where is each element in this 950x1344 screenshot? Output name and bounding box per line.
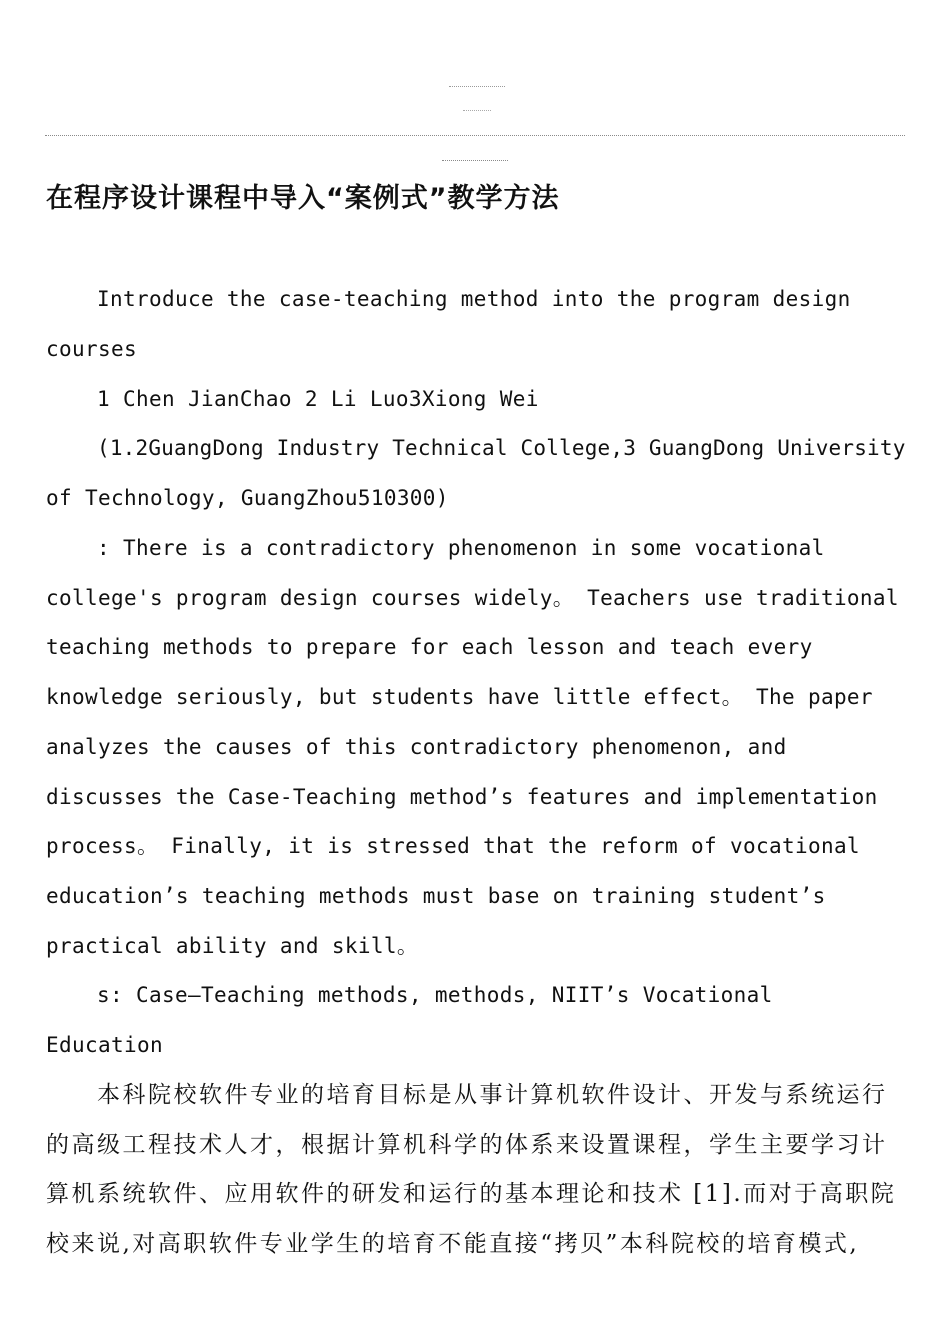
abstract-line: discusses the Case-Teaching method’s features and implementation (46, 785, 878, 809)
keywords-line: Education (46, 1033, 163, 1057)
header-mark (449, 86, 505, 88)
body-paragraph-line: 校来说,对高职软件专业学生的培育不能直接“拷贝”本科院校的培育模式, (46, 1231, 860, 1257)
document-title: 在程序设计课程中导入“案例式”教学方法 (46, 183, 560, 214)
abstract-line: : There is a contradictory phenomenon in some vocational (97, 536, 825, 560)
header-rule (45, 135, 905, 136)
abstract-line: teaching methods to prepare for each lesson and teach every (46, 635, 813, 659)
header-mark (442, 160, 508, 161)
keywords-line: s: Case—Teaching methods, methods, NIIT’s Vocational (97, 983, 773, 1007)
affiliation-line: (1.2GuangDong Industry Technical College,3 GuangDong University (97, 436, 906, 460)
abstract-line: process。 Finally, it is stressed that the reform of vocational (46, 834, 860, 858)
abstract-line: knowledge seriously, but students have little effect。 The paper (46, 685, 873, 709)
abstract-line: practical ability and skill。 (46, 934, 419, 958)
affiliation-line: of Technology, GuangZhou510300) (46, 486, 449, 510)
authors-line: 1 Chen JianChao 2 Li Luo3Xiong Wei (97, 387, 539, 411)
abstract-line: college's program design courses widely。 Teachers use traditional (46, 586, 899, 610)
english-title-line: Introduce the case-teaching method into the program design (97, 287, 851, 311)
abstract-line: analyzes the causes of this contradictory phenomenon, and (46, 735, 787, 759)
english-title-line: courses (46, 337, 137, 361)
body-paragraph-line: 本科院校软件专业的培育目标是从事计算机软件设计、开发与系统运行 (97, 1082, 888, 1108)
header-mark (463, 110, 491, 112)
body-paragraph-line: 的高级工程技术人才，根据计算机科学的体系来设置课程，学生主要学习计 (46, 1132, 888, 1158)
abstract-line: education’s teaching methods must base on training student’s (46, 884, 826, 908)
body-paragraph-line: 算机系统软件、应用软件的研发和运行的基本理论和技术 [1].而对于高职院 (46, 1181, 897, 1207)
